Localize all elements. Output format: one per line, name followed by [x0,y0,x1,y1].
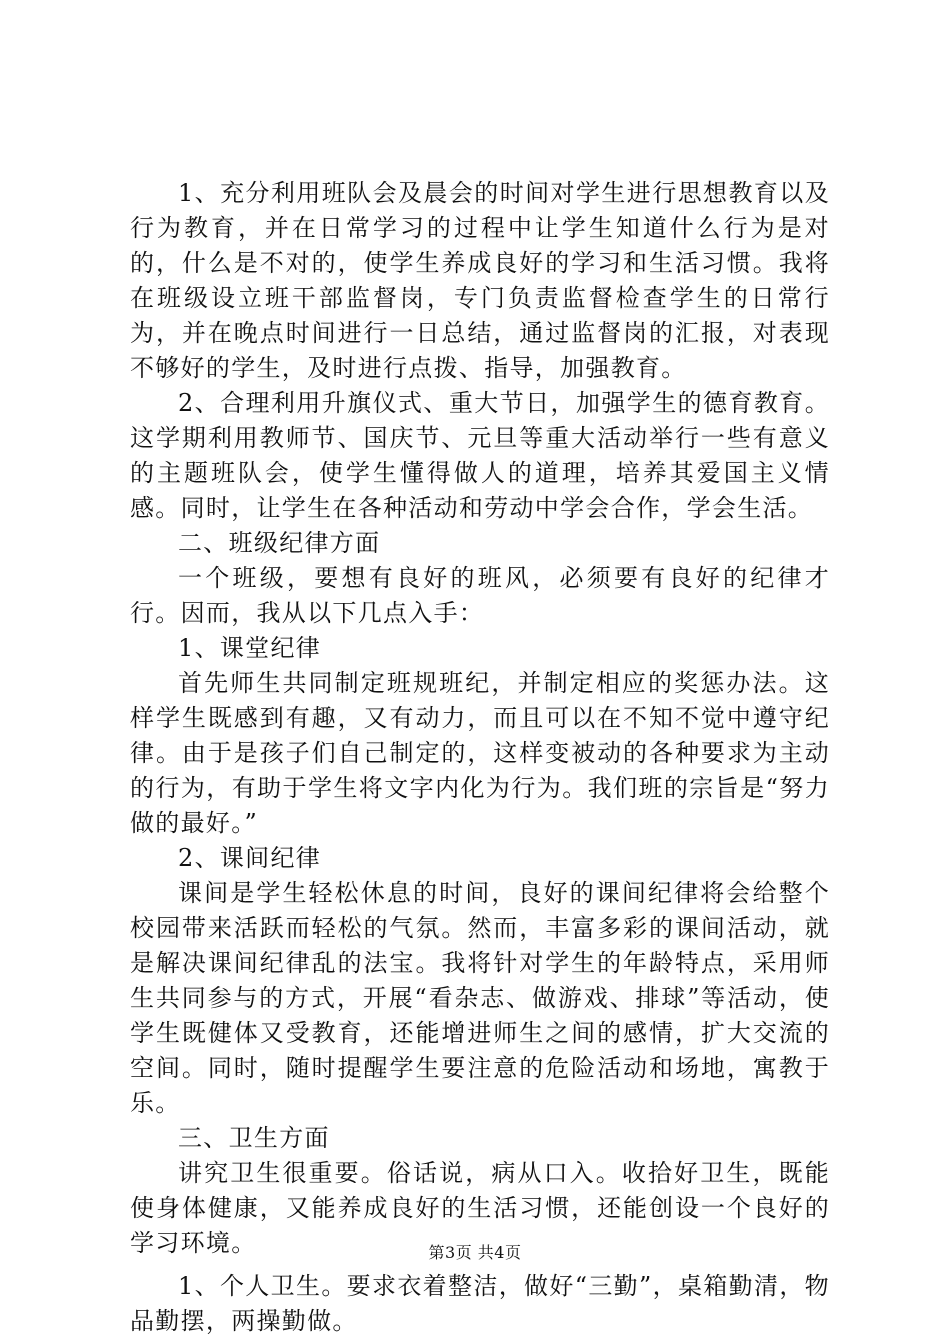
subheading-classroom-discipline: 1、课堂纪律 [178,634,322,662]
paragraph-3: 一个班级，要想有良好的班风，必须要有良好的纪律才行。因而，我从以下几点入手： [130,564,830,627]
section-heading-hygiene: 三、卫生方面 [178,1124,330,1152]
subheading-break-discipline: 2、课间纪律 [178,844,322,872]
paragraph-2: 2、合理利用升旗仪式、重大节日，加强学生的德育教育。这学期利用教师节、国庆节、元旦等重大活动举行一些有意义的主题班队会，使学生懂得做人的道理，培养其爱国主义情感。同时，让学生在各种活动和劳动中学会合作，学会生活。 [130,389,830,522]
paragraph-4: 首先师生共同制定班规班纪，并制定相应的奖惩办法。这样学生既感到有趣，又有动力，而且可以在不知不觉中遵守纪律。由于是孩子们自己制定的，这样变被动的各种要求为主动的行为，有助于学生将文字内化为行为。我们班的宗旨是“努力做的最好。” [130,669,830,837]
paragraph-5: 课间是学生轻松休息的时间，良好的课间纪律将会给整个校园带来活跃而轻松的气氛。然而，丰富多彩的课间活动，就是解决课间纪律乱的法宝。我将针对学生的年龄特点，采用师生共同参与的方式，开展“看杂志、做游戏、排球”等活动，使学生既健体又受教育，还能增进师生之间的感情，扩大交流的空间。同时，随时提醒学生要注意的危险活动和场地，寓教于乐。 [130,879,830,1117]
paragraph-6: 讲究卫生很重要。俗话说，病从口入。收拾好卫生，既能使身体健康，又能养成良好的生活习惯，还能创设一个良好的学习环境。 [130,1159,830,1257]
paragraph-1: 1、充分利用班队会及晨会的时间对学生进行思想教育以及行为教育，并在日常学习的过程中让学生知道什么行为是对的，什么是不对的，使学生养成良好的学习和生活习惯。我将在班级设立班干部监督岗，专门负责监督检查学生的日常行为，并在晚点时间进行一日总结，通过监督岗的汇报，对表现不够好的学生，及时进行点拨、指导，加强教育。 [130,179,830,382]
section-heading-discipline: 二、班级纪律方面 [178,529,381,557]
document-body [130,176,830,1339]
page-number-footer: 第3页 共4页 [428,1243,522,1262]
paragraph-7: 1、个人卫生。要求衣着整洁，做好“三勤”，桌箱勤清，物品勤摆，两操勤做。 [130,1272,830,1335]
